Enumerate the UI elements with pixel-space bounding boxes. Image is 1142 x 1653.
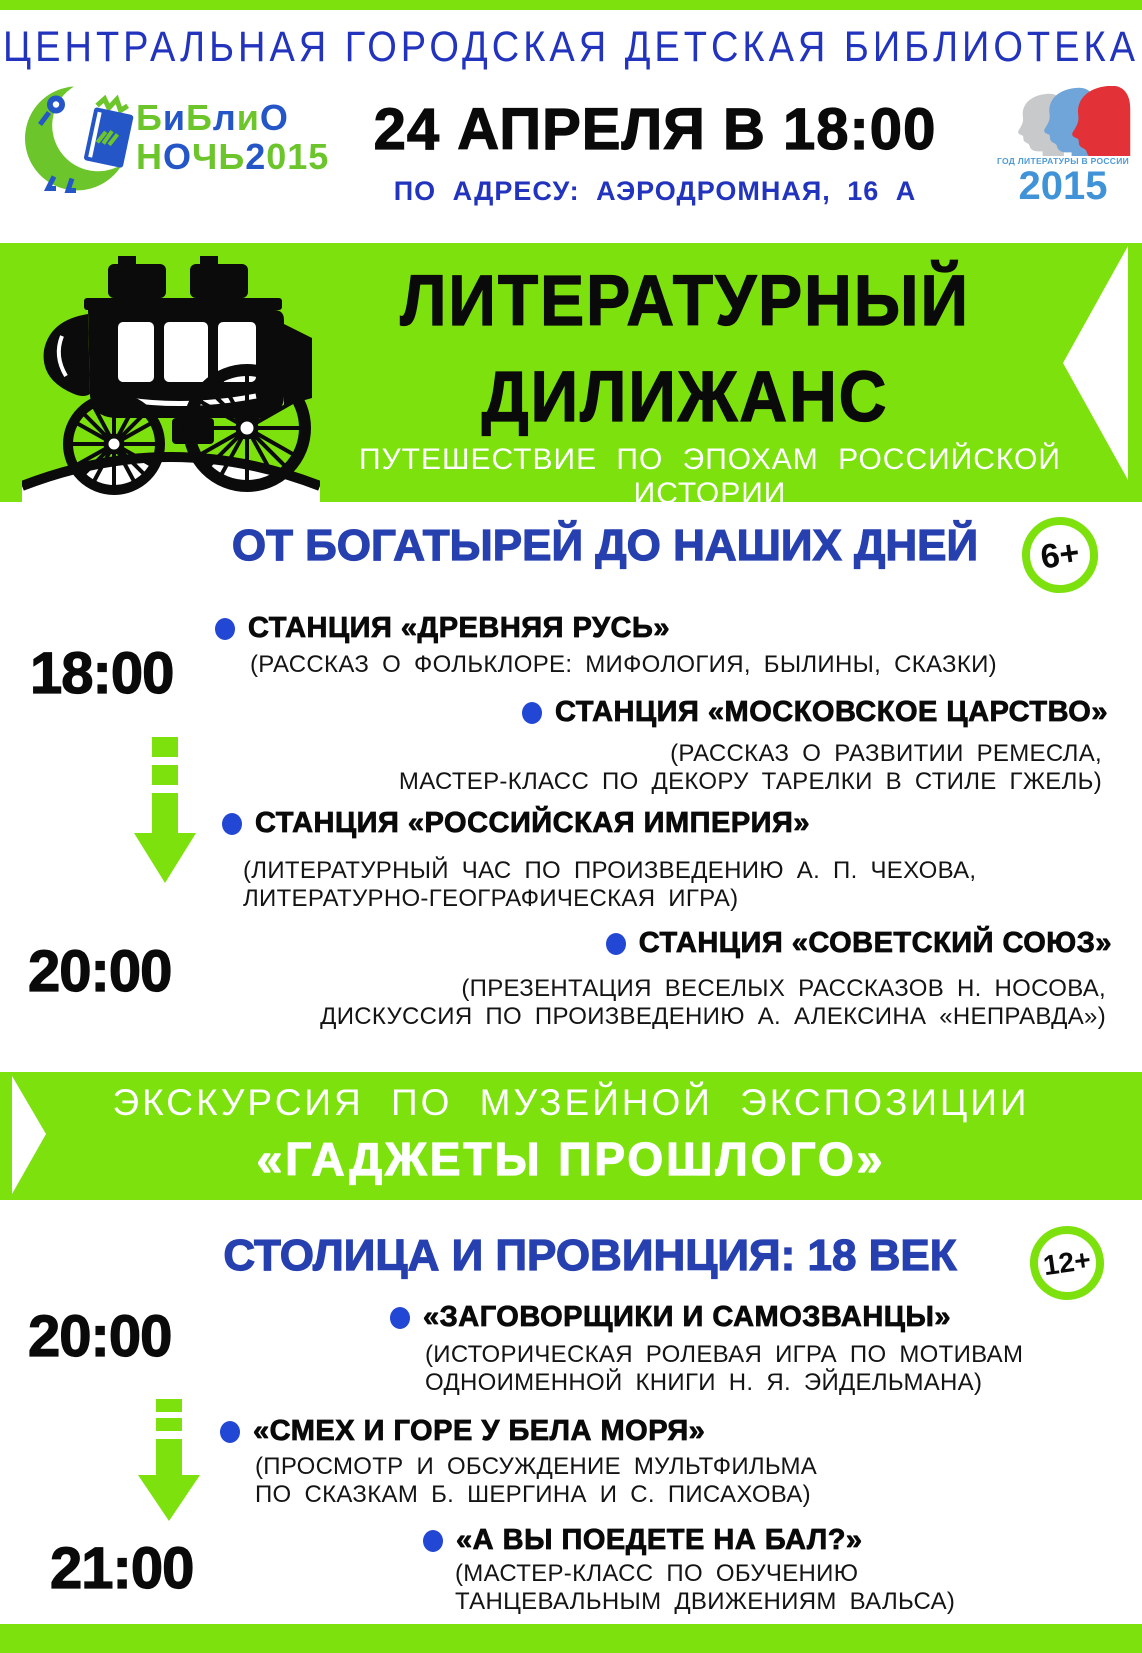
event-description-line: (ЛИТЕРАТУРНЫЙ ЧАС ПО ПРОИЗВЕДЕНИЮ А. П. ЧЕХОВА, [243,857,977,884]
event-description [255,1453,817,1509]
event-description-line: (РАССКАЗ О ФОЛЬКЛОРЕ: МИФОЛОГИЯ, БЫЛИНЫ, СКАЗКИ) [250,651,997,678]
logo-letter: Б [186,97,213,138]
excursion-banner-line1: ЭКСКУРСИЯ ПО МУЗЕЙНОЙ ЭКСПОЗИЦИИ [112,1082,1030,1123]
biblionight-wordmark [136,98,329,176]
main-banner-subtitle: ПУТЕШЕСТВИЕ ПО ЭПОХАМ РОССИЙСКОЙ ИСТОРИИ [359,443,1061,510]
main-banner [0,243,1142,510]
event-description-line: ПО СКАЗКАМ Б. ШЕРГИНА И С. ПИСАХОВА) [255,1481,811,1508]
event-description-line: ЛИТЕРАТУРНО-ГЕОГРАФИЧЕСКАЯ ИГРА) [243,885,739,912]
logo-letter: Ь [218,136,246,177]
event-datetime: 24 АПРЕЛЯ В 18:00 [373,97,937,162]
top-green-bar [0,0,1142,10]
biblionight-line1 [136,98,329,137]
arrow-dash [152,737,178,757]
logo-letter: Н [136,136,163,177]
program1-start-time: 18:00 [30,641,174,706]
arrow-dash [156,1399,182,1412]
logo-letter: л [212,97,237,138]
event-title: «А ВЫ ПОЕДЕТЕ НА БАЛ?» [456,1524,863,1556]
event-description [425,1341,1023,1397]
event-station-russian-empire [222,807,810,840]
logo-letter: 1 [287,136,309,177]
arrow-shaft [152,793,178,833]
event-description-line: (ПРОСМОТР И ОБСУЖДЕНИЕ МУЛЬТФИЛЬМА [255,1453,818,1480]
program2-heading: СТОЛИЦА И ПРОВИНЦИЯ: 18 ВЕК [223,1231,957,1280]
biblionight-logo [16,80,330,205]
main-banner-title-line1: ЛИТЕРАТУРНЫЙ [400,260,970,340]
event-description-line: (ИСТОРИЧЕСКАЯ РОЛЕВАЯ ИГРА ПО МОТИВАМ [425,1341,1024,1368]
event-conspirators-impostors [390,1301,951,1334]
timeline-arrow-down [134,737,196,883]
event-title: «СМЕХ И ГОРЕ У БЕЛА МОРЯ» [253,1415,706,1447]
event-description [320,975,1106,1031]
logo-letter: О [259,97,289,138]
library-title: ЦЕНТРАЛЬНАЯ ГОРОДСКАЯ ДЕТСКАЯ БИБЛИОТЕКА [3,24,1139,72]
biblionight-bird-icon [16,80,136,200]
timeline-arrow-down [138,1399,200,1521]
event-description [250,651,997,679]
bullet-icon [423,1530,443,1552]
event-description-line: ТАНЦЕВАЛЬНЫМ ДВИЖЕНИЯМ ВАЛЬСА) [455,1588,956,1615]
logo-letter: Б [136,97,163,138]
year-logo-caption: ГОД ЛИТЕРАТУРЫ В РОССИИ [996,156,1130,166]
bottom-green-bar [0,1624,1142,1653]
bullet-icon [222,813,242,835]
bullet-icon [390,1307,410,1329]
stagecoach-illustration [22,246,320,502]
arrow-head [138,1475,200,1521]
event-station-soviet-union [606,927,1112,960]
event-title: СТАНЦИЯ «СОВЕТСКИЙ СОЮЗ» [638,927,1112,959]
event-title: «ЗАГОВОРЩИКИ И САМОЗВАНЦЫ» [423,1301,952,1333]
arrow-head [134,833,196,883]
logo-letter: 0 [266,136,288,177]
logo-letter: О [163,136,193,177]
event-description [455,1560,955,1616]
event-station-moscow-tsardom [522,696,1108,729]
biblionight-line2 [136,137,329,176]
arrow-dash [152,765,178,785]
event-description [243,857,976,913]
event-description-line: ОДНОИМЕННОЙ КНИГИ Н. Я. ЭЙДЕЛЬМАНА) [425,1369,983,1396]
logo-letter: и [236,97,260,138]
logo-letter: и [162,97,187,138]
program1-heading: ОТ БОГАТЫРЕЙ ДО НАШИХ ДНЕЙ [231,521,979,570]
event-description [399,740,1102,796]
event-title: СТАНЦИЯ «МОСКОВСКОЕ ЦАРСТВО» [555,696,1108,728]
event-will-you-go-to-ball [423,1524,863,1557]
event-title: СТАНЦИЯ «РОССИЙСКАЯ ИМПЕРИЯ» [255,807,810,839]
excursion-banner-line2: «ГАДЖЕТЫ ПРОШЛОГО» [256,1133,886,1185]
excursion-banner [0,1072,1142,1200]
event-description-line: ДИСКУССИЯ ПО ПРОИЗВЕДЕНИЮ А. АЛЕКСИНА «НЕПРАВДА») [320,1003,1106,1030]
logo-letter: 2 [245,136,267,177]
event-laughter-grief-white-sea [220,1415,705,1448]
age-badge-6plus: 6+ [1017,512,1103,598]
arrow-dash [156,1418,182,1431]
year-logo-year: 2015 [1018,164,1108,208]
main-banner-title-line2: ДИЛИЖАНС [481,356,889,436]
program2-start-time: 20:00 [28,1304,172,1369]
bullet-icon [522,702,542,724]
year-of-literature-logo [992,86,1134,208]
bullet-icon [220,1421,240,1443]
profiles-icon [992,86,1134,156]
bullet-icon [606,933,626,955]
event-description-line: (МАСТЕР-КЛАСС ПО ОБУЧЕНИЮ [455,1560,859,1587]
logo-letter: 5 [308,136,330,177]
age-badge-12plus: 12+ [1025,1221,1109,1305]
event-description-line: (ПРЕЗЕНТАЦИЯ ВЕСЕЛЫХ РАССКАЗОВ Н. НОСОВА, [461,975,1106,1002]
arrow-shaft [156,1439,182,1475]
event-description-line: (РАССКАЗ О РАЗВИТИИ РЕМЕСЛА, [670,740,1102,767]
event-address: ПО АДРЕСУ: АЭРОДРОМНАЯ, 16 А [393,176,917,206]
event-description-line: МАСТЕР-КЛАСС ПО ДЕКОРУ ТАРЕЛКИ В СТИЛЕ ГЖЕЛЬ) [398,768,1102,795]
bullet-icon [215,618,235,640]
program1-end-time: 20:00 [28,939,172,1004]
logo-letter: Ч [192,136,219,177]
event-station-ancient-rus [215,612,670,645]
event-title: СТАНЦИЯ «ДРЕВНЯЯ РУСЬ» [248,612,670,644]
program2-end-time: 21:00 [50,1536,194,1601]
